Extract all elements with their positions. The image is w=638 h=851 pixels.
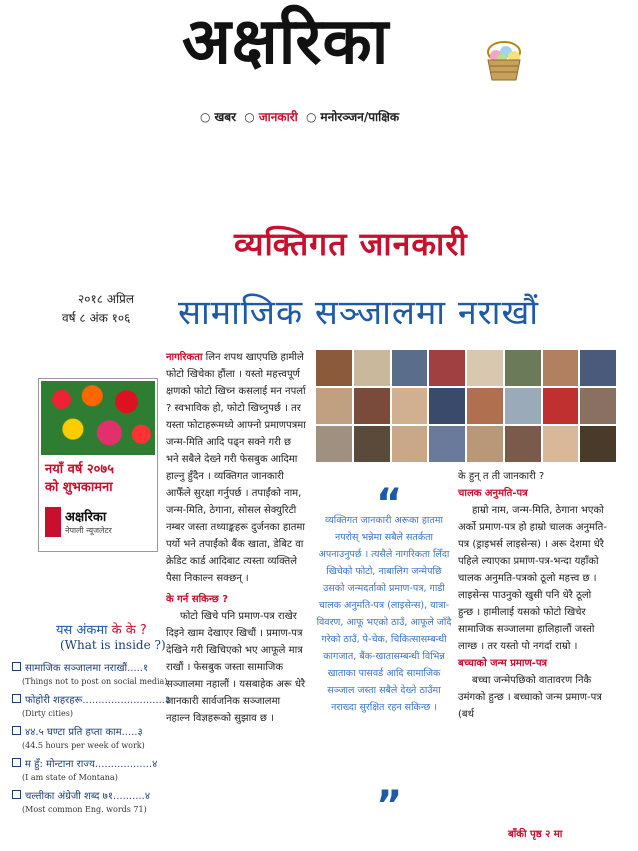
- cover-badge: [45, 507, 61, 537]
- nav-item-news: खबर: [214, 110, 237, 124]
- nav-item-entertainment: मनोरञ्जन/पाक्षिक: [320, 110, 400, 124]
- masthead-nav: ○ खबर ○ जानकारी ○ मनोरञ्जन/पाक्षिक: [200, 110, 400, 124]
- nav-item-info: जानकारी: [258, 110, 298, 124]
- article-column-1: [166, 349, 306, 727]
- pull-quote: व्यक्तिगत जानकारी अरूका हातमा नपरोस् भन्नेमा सबैले सतर्कता अपनाउनुपर्छ । त्यसैले नागरिकता लिँदा खिचेको फोटो, नाबालिग जन्मेपछि उसको जन्मदर्ताको प्रमाण-पत्र, गाडी चालक अनुमति-पत्र (लाइसेन्स), यात्रा-विवरण, आफू भएको ठाउँ, आफूले जाँदै गरेको ठाउँ, पे-चेक, चिकित्सासम्बन्धी कागजात, बैंक-खातासम्बन्धी विभिन्न खाताका पासवर्ड आदि सामाजिक सञ्जाल जस्ता सबैले देख्ने ठाउँमा नराख्दा सुरक्षित रहन सकिन्छ ।: [316, 515, 452, 713]
- article-body: फोटो खिचे पनि प्रमाण-पत्र राखेर दिइने खाम देखाएर खिचौं । प्रमाण-पत्र देखिने गरी खिचिएको भए आफूले मात्र राखौं । फेसबुक जस्ता सामाजिक सञ्जालमा नहालौं । यसबाहेक अरू धेरै जानकारी सार्वजनिक सञ्जालमा नहाल्न विज्ञहरूको सुझाव छ ।: [166, 611, 306, 724]
- contents-item[interactable]: फोहोरी शहरहरू..........................३: [12, 692, 170, 706]
- contents-item[interactable]: सामाजिक सञ्जालमा नराखौं.....१: [12, 660, 148, 674]
- contents-item[interactable]: म हुँ: मोन्टाना राज्य..................४: [12, 756, 157, 770]
- masthead-title: अक्षरिका: [182, 5, 390, 79]
- checkbox-icon: [12, 790, 21, 799]
- article-question: के हुन् त ती जानकारी ?: [458, 471, 545, 482]
- article-body-birth: बच्चा जन्मेपछिको वातावरण निकै उमंगको हुन्छ । बच्चाको जन्म प्रमाण-पत्र (बर्थ: [458, 675, 602, 720]
- contents-subtitle: (What is inside ?): [60, 638, 166, 652]
- quote-close-icon: ”: [376, 783, 403, 829]
- checkbox-icon: [12, 758, 21, 767]
- contents-item-english: (Most common Eng. words 71): [22, 805, 147, 814]
- contents-title: [56, 620, 147, 638]
- checkbox-icon: [12, 694, 21, 703]
- contents-item-english: (I am state of Montana): [22, 773, 118, 782]
- quote-open-icon: “: [376, 481, 403, 527]
- article-subhead: के गर्न सकिन्छ ?: [166, 594, 229, 605]
- article-intro: लिन शपथ खाएपछि हामीले फोटो खिचेका हौंला । यस्तो महत्त्वपूर्ण क्षणको फोटो खिच्न कसलाई मन नपर्ला ? स्वभाविक हो, फोटो खिच्नुपर्छ । तर यस्ता फोटाहरूमध्ये आफ्नो प्रमाणपत्रमा जन्म-मिति आदि पढ्न सक्ने गरी छ भने सबैले देख्ने गरी फेसबुक आदिमा हाल्नु हुँदैन । व्यक्तिगत जानकारी आफैँले सुरक्षा गर्नुपर्छ । तपाईंको नाम, जन्म-मिति, ठेगाना, सोसल सेक्युरिटी नम्बर जस्ता तथ्याङ्कहरू दुर्जनका हातमा पर्यो भने तपाईंको बैंक खाता, डेबिट वा क्रेडिट कार्ड आदिबाट त्यस्ता व्यक्तिले पैसा निकाल्न सक्छन् ।: [166, 352, 306, 584]
- checkbox-icon: [12, 726, 21, 735]
- cover-thumbnail: [38, 378, 158, 552]
- contents-item[interactable]: ४४.५ घण्टा प्रति हप्ता काम.....३: [12, 724, 143, 738]
- contents-title-highlight: के के ?: [111, 623, 147, 638]
- cover-greeting-line2: को शुभकामना: [45, 480, 113, 495]
- article-subhead-license: चालक अनुमति-पत्र: [458, 488, 528, 499]
- continued-link[interactable]: बाँकी पृष्ठ २ मा: [508, 829, 563, 840]
- article-subhead-birth: बच्चाको जन्म प्रमाण-पत्र: [458, 658, 548, 669]
- flower-photo: [41, 381, 155, 455]
- article-column-3: [458, 468, 608, 723]
- cover-brand: अक्षरिका: [65, 510, 107, 525]
- article-body-license: हाम्रो नाम, जन्म-मिति, ठेगाना भएको अर्को प्रमाण-पत्र हो हाम्रो चालक अनुमति-पत्र (ड्राइभर्स लाइसेन्स) । अरू देशमा धेरै पहिले ल्याएका प्रमाण-पत्र-भन्दा यहाँको चालक अनुमति-पत्रको ठूलो महत्त्व छ । लाइसेन्स पाउनुको खुसी पनि धेरै ठूलो हुन्छ । हामीलाई यसको फोटो खिचेर सामाजिक सञ्जालमा हालिहालौं जस्तो लाग्छ । तर यस्तो पो नगर्दा राम्रो ।: [458, 505, 607, 652]
- headline-primary: व्यक्तिगत जानकारी: [234, 225, 468, 263]
- issue-date: २०१८ अप्रिल: [78, 292, 135, 306]
- contents-item[interactable]: चल्तीका अंग्रेजी शब्द ७१..........४: [12, 788, 150, 802]
- cover-greeting-line1: नयाँ वर्ष २०७५: [45, 462, 114, 477]
- article-lead-word: नागरिकता: [166, 352, 203, 363]
- issue-volume: वर्ष ८ अंक १०६: [62, 311, 131, 325]
- easter-basket-icon: [482, 34, 526, 82]
- headline-secondary: सामाजिक सञ्जालमा नराखौं: [178, 293, 540, 333]
- contents-title-prefix: यस अंकमा: [56, 623, 108, 638]
- contents-item-english: (Things not to post on social media): [22, 677, 168, 686]
- cover-subtitle: नेपाली न्यूजलेटर: [65, 526, 112, 535]
- contents-item-english: (44.5 hours per week of work): [22, 741, 145, 750]
- contents-item-english: (Dirty cities): [22, 709, 73, 718]
- checkbox-icon: [12, 662, 21, 671]
- photo-collage: [316, 350, 616, 462]
